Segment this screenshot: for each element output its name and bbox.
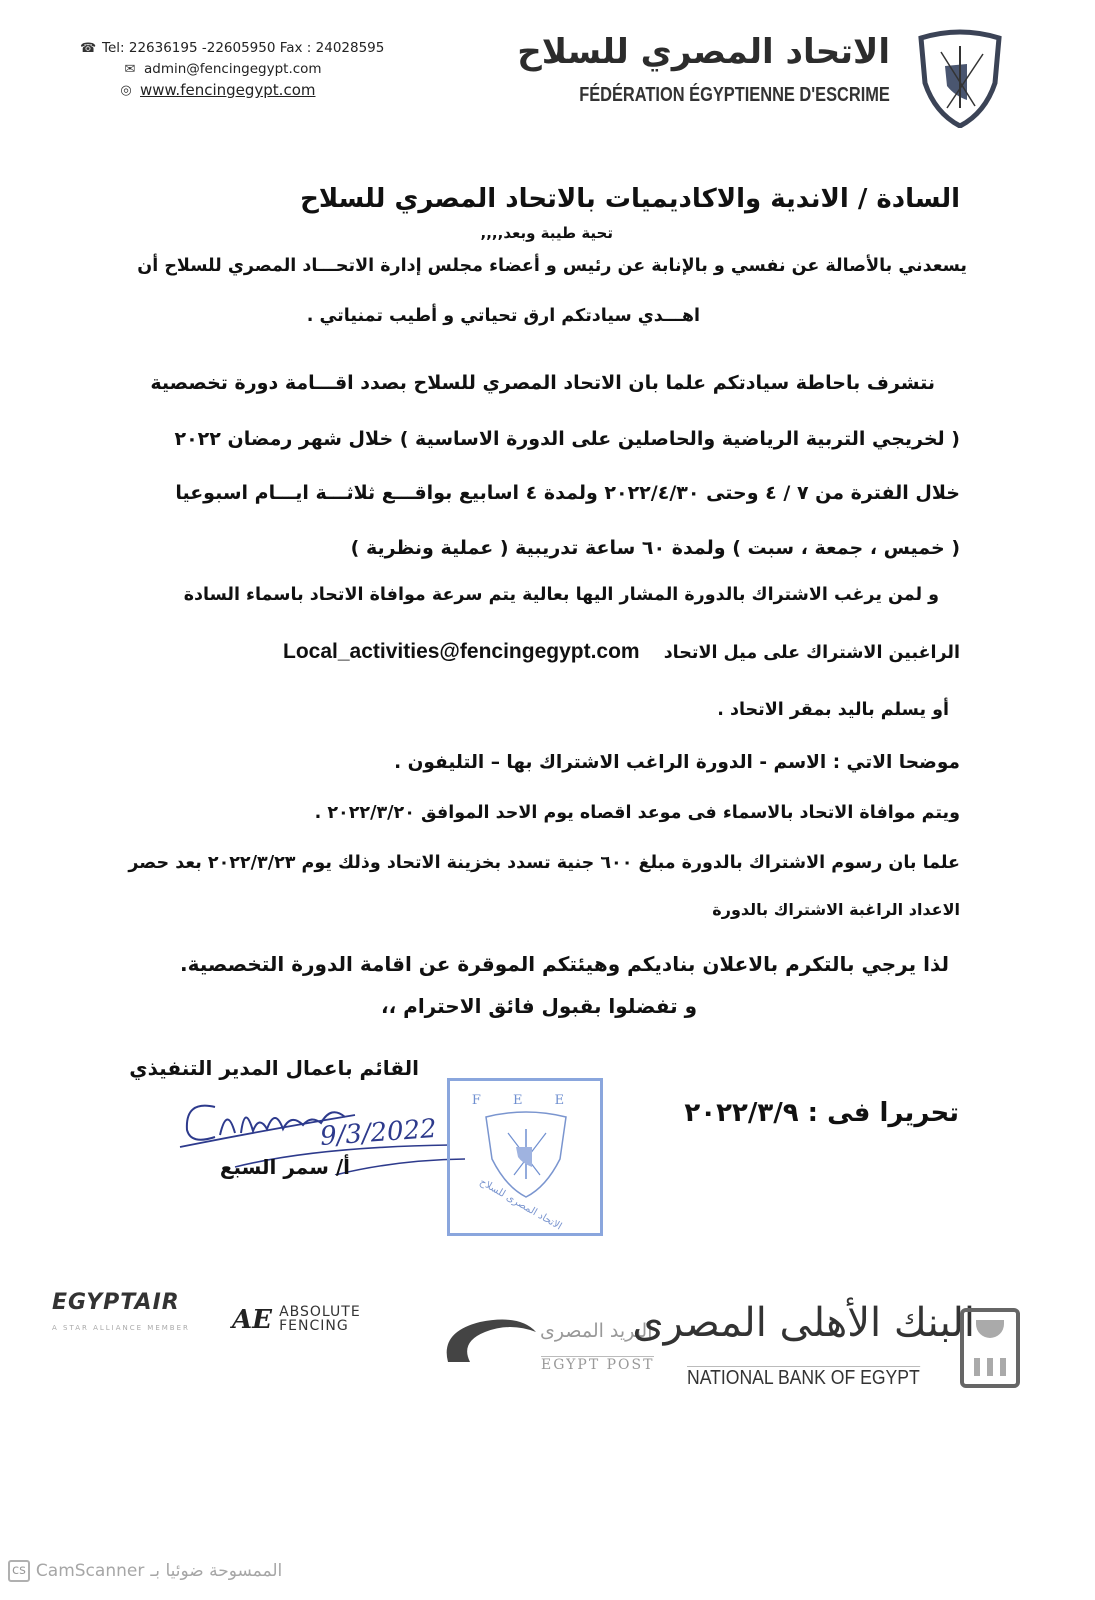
absolute-fencing-text <box>279 1305 361 1333</box>
handwritten-date: 9/3/2022 <box>319 1113 438 1153</box>
stamp-letters: F E E <box>471 1093 579 1108</box>
absolute-fencing-mark: AE <box>232 1305 272 1335</box>
body-line: ( خميس ، جمعة ، سبت ) ولمدة ٦٠ ساعة تدريبية ( عملية ونظرية ) <box>350 537 960 559</box>
body-line: نتشرف باحاطة سيادتكم علما بان الاتحاد المصري للسلاح بصدد اقـــامة دورة تخصصية <box>150 372 935 394</box>
body-line: ويتم موافاة الاتحاد بالاسماء فى موعد اقصاه يوم الاحد الموافق ٢٠٢٢/٣/٢٠ . <box>314 803 960 823</box>
org-name-arabic: الاتحاد المصري للسلاح <box>517 32 890 72</box>
stamp-text: الاتحاد المصرى للسلاح <box>477 1176 564 1233</box>
camscanner-text-arabic: الممسوحة ضوئيا بـ <box>150 1561 283 1581</box>
egypt-post-arabic: البريد المصرى <box>540 1320 653 1342</box>
nbe-emblem-icon <box>960 1308 1020 1388</box>
egyptair-tagline: A STAR ALLIANCE MEMBER <box>52 1324 190 1332</box>
egyptair-logo: EGYPTAIR <box>52 1290 180 1315</box>
body-line: علما بان رسوم الاشتراك بالدورة مبلغ ٦٠٠ جنية تسدد بخزينة الاتحاد وذلك يوم ٢٠٢٢/٣/٢٣ بعد حصر <box>128 853 960 873</box>
body-line: ( لخريجي التربية الرياضية والحاصلين على الدورة الاساسية ) خلال شهر رمضان ٢٠٢٢ <box>174 428 960 450</box>
envelope-icon: ✉ <box>124 62 136 77</box>
contact-email[interactable]: admin@fencingegypt.com <box>144 61 322 77</box>
nbe-arabic-logo: البنك الأهلى المصرى <box>632 1300 975 1346</box>
email-row <box>80 59 384 80</box>
registration-email-link[interactable]: Local_activities@fencingegypt.com <box>283 640 640 663</box>
phone-fax-row <box>80 38 384 59</box>
phone-icon: ☎ <box>80 41 97 56</box>
letter-greeting: تحية طيبة وبعد,,,, <box>480 224 613 242</box>
website-link[interactable]: www.fencingegypt.com <box>140 81 316 99</box>
absolute-line2: FENCING <box>279 1318 349 1334</box>
body-line: و لمن يرغب الاشتراك بالدورة المشار اليها بعالية يتم سرعة موافاة الاتحاد باسماء السادة <box>183 585 939 605</box>
absolute-line1: ABSOLUTE <box>279 1304 361 1320</box>
signatory-title: القائم باعمال المدير التنفيذي <box>129 1056 419 1080</box>
fencing-shield-icon <box>915 28 1005 128</box>
signatory-name: أ/ سمر السبع <box>219 1155 350 1179</box>
body-line-text: الراغبين الاشتراك على ميل الاتحاد <box>663 643 960 663</box>
phone-fax-text: Tel: 22636195 -22605950 Fax : 24028595 <box>102 40 385 56</box>
body-line: أو يسلم باليد بمقر الاتحاد . <box>717 700 949 720</box>
website-row <box>80 80 384 101</box>
absolute-fencing-logo <box>232 1305 361 1335</box>
nbe-english-name: NATIONAL BANK OF EGYPT <box>687 1367 920 1389</box>
globe-icon: ◎ <box>120 83 132 98</box>
letter-addressee: السادة / الاندية والاكاديميات بالاتحاد المصري للسلاح <box>300 184 960 214</box>
official-stamp <box>447 1078 603 1236</box>
contact-block <box>80 38 384 101</box>
body-line: موضحا الاتي : الاسم - الدورة الراغب الاشتراك بها – التليفون . <box>394 752 960 773</box>
camscanner-badge-icon: cs <box>8 1560 30 1582</box>
camscanner-watermark <box>8 1560 282 1582</box>
body-line: خلال الفترة من ٧ / ٤ وحتى ٢٠٢٢/٤/٣٠ ولمدة ٤ اسابيع بواقـــع ثلاثـــة ايـــام اسبوعيا <box>175 482 960 504</box>
camscanner-text: CamScanner <box>35 1561 145 1581</box>
body-line: لذا يرجي بالتكرم بالاعلان بناديكم وهيئتكم الموقرة عن اقامة الدورة التخصصية. <box>180 952 949 976</box>
closing-line: و تفضلوا بقبول فائق الاحترام ،، <box>381 994 697 1018</box>
letter-date: تحريرا فى : ٢٠٢٢/٣/٩ <box>684 1098 959 1128</box>
body-line: اهـــدي سيادتكم ارق تحياتي و أطيب تمنياتي . <box>306 306 700 326</box>
egypt-post-swoosh-icon <box>440 1312 540 1372</box>
body-line: يسعدني بالأصالة عن نفسي و بالإنابة عن رئيس و أعضاء مجلس إدارة الاتحـــاد المصري للسلاح أن <box>137 256 967 276</box>
body-line: الاعداد الراغبة الاشتراك بالدورة <box>712 900 960 919</box>
egypt-post-english: EGYPT POST <box>541 1357 655 1373</box>
body-line-with-email <box>283 640 960 664</box>
org-name-french: FÉDÉRATION ÉGYPTIENNE D'ESCRIME <box>579 84 890 106</box>
